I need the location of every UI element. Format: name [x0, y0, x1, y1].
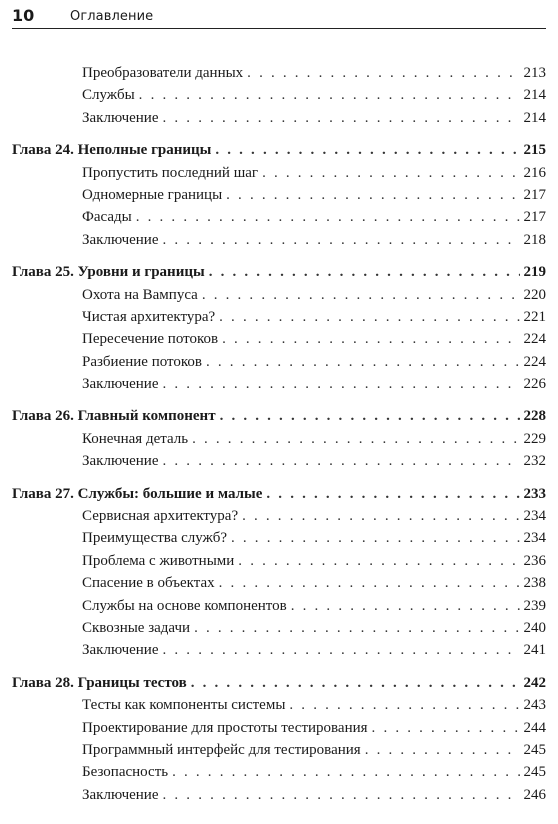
toc-section-entry — [82, 62, 546, 84]
page-ref: 238 — [523, 575, 546, 592]
page-ref: 233 — [523, 485, 546, 502]
page-ref: 240 — [523, 619, 546, 636]
dot-leader — [222, 328, 519, 350]
page-ref: 217 — [523, 209, 546, 226]
toc-chapter-entry — [12, 261, 546, 283]
dot-leader — [247, 62, 519, 84]
toc-section-entry — [82, 527, 546, 549]
page-number: 10 — [12, 6, 35, 25]
toc-chapter-entry — [12, 672, 546, 694]
page-ref: 242 — [523, 674, 546, 691]
section-title: Проектирование для простоты тестирования — [82, 719, 368, 736]
section-title: Службы — [82, 87, 135, 104]
section-title: Сквозные задачи — [82, 619, 191, 636]
dot-leader — [192, 428, 519, 450]
toc-chapter-entry — [12, 483, 546, 505]
page-ref: 232 — [523, 453, 546, 470]
dot-leader — [220, 405, 520, 427]
section-title: Тесты как компоненты системы — [82, 697, 286, 714]
dot-leader — [372, 717, 520, 739]
dot-leader — [139, 84, 520, 106]
toc-section-entry — [82, 206, 546, 228]
toc-section-entry — [82, 162, 546, 184]
dot-leader — [289, 694, 519, 716]
toc-section-entry — [82, 639, 546, 661]
toc-section-entry — [82, 784, 546, 806]
toc-section-entry — [82, 572, 546, 594]
dot-leader — [262, 162, 519, 184]
section-title: Службы на основе компонентов — [82, 597, 287, 614]
toc-section-entry — [82, 306, 546, 328]
toc-section-entry — [82, 617, 546, 639]
toc-section-entry — [82, 717, 546, 739]
dot-leader — [219, 572, 520, 594]
dot-leader — [231, 527, 520, 549]
section-title: Сервисная архитектура? — [82, 508, 239, 525]
page-ref: 219 — [523, 264, 546, 281]
page-ref: 214 — [523, 87, 546, 104]
section-title: Одномерные границы — [82, 186, 223, 203]
page-ref: 239 — [523, 597, 546, 614]
section-title: Фасады — [82, 209, 132, 226]
section-title: Охота на Вампуса — [82, 286, 198, 303]
section-title: Преобразователи данных — [82, 65, 244, 81]
toc-section-entry — [82, 739, 546, 761]
dot-leader — [191, 672, 520, 694]
section-title: Пересечение потоков — [82, 331, 219, 348]
chapter-title: Глава 26. Главный компонент — [12, 408, 216, 425]
toc-section-entry — [82, 450, 546, 472]
page-header — [12, 4, 546, 29]
dot-leader — [219, 306, 519, 328]
dot-leader — [291, 595, 520, 617]
dot-leader — [215, 139, 519, 161]
page-ref: 224 — [523, 353, 546, 370]
chapter-title: Глава 27. Службы: большие и малые — [12, 485, 263, 502]
toc-section-entry — [82, 84, 546, 106]
page-ref: 221 — [523, 308, 546, 325]
page-ref: 228 — [523, 408, 546, 425]
page-ref: 243 — [523, 697, 546, 714]
toc-section-entry — [82, 550, 546, 572]
page-ref: 220 — [523, 286, 546, 303]
toc-chapter-entry — [12, 405, 546, 427]
dot-leader — [202, 284, 520, 306]
dot-leader — [209, 261, 520, 283]
toc-section-entry — [82, 107, 546, 129]
toc-section-entry — [82, 284, 546, 306]
running-title: Оглавление — [70, 9, 154, 24]
dot-leader — [194, 617, 519, 639]
chapter-title: Глава 24. Неполные границы — [12, 142, 212, 159]
section-title: Заключение — [82, 231, 159, 248]
section-title: Заключение — [82, 453, 159, 470]
toc-section-entry — [82, 229, 546, 251]
dot-leader — [226, 184, 519, 206]
page-ref: 226 — [523, 376, 546, 393]
toc-section-entry — [82, 761, 546, 783]
dot-leader — [163, 107, 520, 129]
section-title: Заключение — [82, 642, 159, 659]
page-ref: 224 — [523, 331, 546, 348]
dot-leader — [266, 483, 519, 505]
page-ref: 215 — [523, 142, 546, 159]
chapter-title: Глава 25. Уровни и границы — [12, 264, 205, 281]
toc-section-entry — [82, 505, 546, 527]
toc-chapter-entry — [12, 139, 546, 161]
dot-leader — [163, 784, 520, 806]
toc-section-entry — [82, 694, 546, 716]
page-ref: 218 — [523, 231, 546, 248]
toc-section-entry — [82, 328, 546, 350]
toc-section-entry — [82, 595, 546, 617]
dot-leader — [163, 450, 520, 472]
section-title: Пропустить последний шаг — [82, 164, 259, 181]
section-title: Заключение — [82, 786, 159, 803]
dot-leader — [238, 550, 519, 572]
page-ref: 245 — [523, 741, 546, 758]
toc-section-entry — [82, 428, 546, 450]
page-ref: 213 — [523, 65, 546, 81]
dot-leader — [365, 739, 520, 761]
page-ref: 234 — [523, 530, 546, 547]
table-of-contents — [0, 62, 558, 806]
toc-section-entry — [82, 184, 546, 206]
section-title: Заключение — [82, 376, 159, 393]
dot-leader — [163, 229, 520, 251]
page-ref: 229 — [523, 430, 546, 447]
toc-section-entry — [82, 351, 546, 373]
section-title: Заключение — [82, 109, 159, 126]
section-title: Конечная деталь — [82, 430, 189, 447]
dot-leader — [242, 505, 519, 527]
section-title: Безопасность — [82, 764, 169, 781]
section-title: Чистая архитектура? — [82, 308, 216, 325]
section-title: Спасение в объектах — [82, 575, 215, 592]
chapter-title: Глава 28. Границы тестов — [12, 674, 187, 691]
section-title: Преимущества служб? — [82, 530, 227, 547]
page-ref: 234 — [523, 508, 546, 525]
page-ref: 246 — [523, 786, 546, 803]
dot-leader — [136, 206, 520, 228]
page-ref: 217 — [523, 186, 546, 203]
page-ref: 236 — [523, 552, 546, 569]
page-ref: 244 — [523, 719, 546, 736]
section-title: Проблема с животными — [82, 552, 235, 569]
dot-leader — [163, 373, 520, 395]
page-ref: 214 — [523, 109, 546, 126]
page-ref: 216 — [523, 164, 546, 181]
section-title: Программный интерфейс для тестирования — [82, 741, 361, 758]
page-ref: 245 — [523, 764, 546, 781]
page-ref: 241 — [523, 642, 546, 659]
dot-leader — [206, 351, 520, 373]
section-title: Разбиение потоков — [82, 353, 202, 370]
dot-leader — [163, 639, 520, 661]
dot-leader — [172, 761, 519, 783]
toc-section-entry — [82, 373, 546, 395]
